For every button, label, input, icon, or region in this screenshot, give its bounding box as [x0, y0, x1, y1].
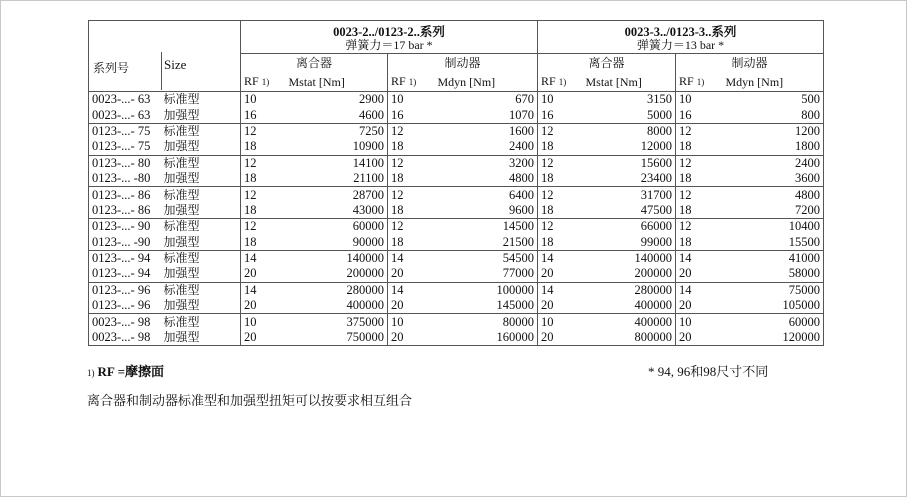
table-row — [89, 219, 824, 235]
cell-mdyn1: 1070 — [430, 107, 538, 123]
cell-rf3: 18 — [541, 171, 554, 186]
cell-mstat1: 10900 — [283, 139, 388, 155]
cell-mdyn1: 14500 — [430, 219, 538, 235]
size-note: * 94, 96和98尺寸不同 — [648, 364, 769, 379]
cell-rf2: 14 — [388, 250, 430, 266]
cell-rf4: 20 — [679, 266, 692, 281]
cell-mdyn1: 6400 — [430, 187, 538, 203]
cell-mdyn2: 15500 — [718, 235, 824, 251]
cell-rf3: 16 — [541, 107, 554, 122]
col-mstat-2: Mstat [Nm] — [580, 74, 676, 92]
cell-rf2: 16 — [391, 107, 404, 122]
rf-label: RF — [541, 74, 556, 89]
cell-series: 0123-... -90 — [89, 235, 161, 251]
cell-rf3: 18 — [541, 234, 554, 249]
cell-rf3: 20 — [541, 298, 554, 313]
cell-rf1: 18 — [244, 139, 257, 154]
cell-rf4: 18 — [679, 139, 692, 154]
cell-rf4: 14 — [676, 250, 718, 266]
cell-mdyn2: 10400 — [718, 219, 824, 235]
cell-rf4: 14 — [676, 282, 718, 298]
footnote — [87, 361, 164, 380]
cell-mstat2: 400000 — [580, 298, 676, 314]
cell-mstat2: 5000 — [580, 107, 676, 123]
rf-sup: 1) — [696, 77, 705, 88]
group2-brake-label: 制动器 — [676, 54, 824, 74]
cell-rf4: 12 — [676, 123, 718, 139]
cell-mstat1: 43000 — [283, 203, 388, 219]
rf-label: RF — [244, 74, 259, 89]
rf-label: RF — [391, 74, 406, 89]
cell-rf1: 20 — [241, 330, 283, 346]
cell-mdyn2: 1800 — [718, 139, 824, 155]
group2-header — [538, 21, 824, 54]
cell-mstat1: 4600 — [283, 107, 388, 123]
cell-mdyn2: 4800 — [718, 187, 824, 203]
combination-note: 离合器和制动器标准型和加强型扭矩可以按要求相互组合 — [87, 394, 413, 409]
cell-type: 加强型 — [161, 235, 241, 251]
table-row — [89, 266, 824, 282]
cell-mdyn1: 145000 — [430, 298, 538, 314]
cell-mstat1: 14100 — [283, 155, 388, 171]
cell-rf3: 12 — [538, 187, 580, 203]
cell-mdyn1: 160000 — [430, 330, 538, 346]
cell-rf1: 20 — [244, 266, 257, 281]
series-no-label: 系列号 — [93, 61, 130, 75]
cell-mdyn2: 75000 — [718, 282, 824, 298]
cell-rf4: 18 — [679, 234, 692, 249]
table-row — [89, 139, 824, 155]
table-row — [89, 187, 824, 203]
cell-mstat2: 47500 — [580, 203, 676, 219]
col-mstat-1: Mstat [Nm] — [283, 74, 388, 92]
cell-mstat2: 12000 — [580, 139, 676, 155]
cell-type: 加强型 — [161, 139, 241, 155]
cell-type: 标准型 — [161, 92, 241, 108]
cell-rf2: 18 — [391, 139, 404, 154]
cell-rf4: 20 — [679, 298, 692, 313]
cell-rf1: 12 — [241, 219, 283, 235]
cell-rf4: 18 — [679, 171, 692, 186]
cell-rf4: 12 — [676, 219, 718, 235]
cell-rf3: 20 — [541, 266, 554, 281]
cell-rf2: 20 — [391, 266, 404, 281]
table-row — [89, 330, 824, 346]
group1-brake-label: 制动器 — [388, 54, 538, 74]
cell-mdyn1: 80000 — [430, 314, 538, 330]
table-row — [89, 171, 824, 187]
group1-title: 0023-2../0123-2..系列 — [333, 24, 445, 39]
table-row — [89, 250, 824, 266]
cell-type: 标准型 — [161, 282, 241, 298]
cell-mdyn1: 77000 — [430, 266, 538, 282]
cell-mstat1: 60000 — [283, 219, 388, 235]
cell-type: 标准型 — [161, 314, 241, 330]
group2-title: 0023-3../0123-3..系列 — [624, 24, 737, 39]
col-rf-4 — [676, 74, 718, 92]
cell-mdyn1: 21500 — [430, 235, 538, 251]
group1-spring: 弹簧力＝17 bar * — [345, 37, 433, 52]
cell-rf2: 18 — [391, 234, 404, 249]
cell-type: 加强型 — [161, 203, 241, 219]
series-size-divider — [161, 52, 162, 90]
cell-type: 加强型 — [161, 171, 241, 187]
table-row — [89, 235, 824, 251]
cell-series: 0123-...- 75 — [89, 139, 161, 155]
cell-mdyn2: 1200 — [718, 123, 824, 139]
cell-mdyn1: 4800 — [430, 171, 538, 187]
cell-mstat2: 8000 — [580, 123, 676, 139]
col-mdyn-1: Mdyn [Nm] — [430, 74, 538, 92]
cell-mstat2: 23400 — [580, 171, 676, 187]
size-label: Size — [164, 57, 187, 72]
cell-mdyn1: 100000 — [430, 282, 538, 298]
rf-sup: 1) — [261, 77, 270, 88]
cell-rf4: 20 — [676, 330, 718, 346]
cell-mstat1: 400000 — [283, 298, 388, 314]
table-header — [89, 21, 824, 92]
cell-mdyn2: 41000 — [718, 250, 824, 266]
cell-rf2: 10 — [388, 314, 430, 330]
cell-rf4: 16 — [679, 107, 692, 122]
cell-mdyn2: 7200 — [718, 203, 824, 219]
cell-mstat1: 375000 — [283, 314, 388, 330]
cell-rf1: 14 — [241, 282, 283, 298]
cell-series: 0123-...- 90 — [89, 219, 161, 235]
col-rf-2 — [388, 74, 430, 92]
cell-series: 0123-...- 96 — [89, 298, 161, 314]
cell-mdyn2: 2400 — [718, 155, 824, 171]
table-row — [89, 314, 824, 330]
cell-rf1: 12 — [241, 155, 283, 171]
cell-rf2: 12 — [388, 155, 430, 171]
rf-label: RF — [679, 74, 694, 89]
cell-type: 标准型 — [161, 250, 241, 266]
cell-rf1: 18 — [244, 234, 257, 249]
table-row — [89, 123, 824, 139]
cell-type: 加强型 — [161, 298, 241, 314]
cell-type: 标准型 — [161, 155, 241, 171]
cell-type: 加强型 — [161, 330, 241, 346]
cell-mstat2: 31700 — [580, 187, 676, 203]
cell-mdyn1: 2400 — [430, 139, 538, 155]
cell-mstat1: 90000 — [283, 235, 388, 251]
cell-rf3: 18 — [541, 202, 554, 217]
cell-mdyn2: 105000 — [718, 298, 824, 314]
cell-mdyn1: 1600 — [430, 123, 538, 139]
table-body — [89, 92, 824, 346]
cell-mstat2: 3150 — [580, 92, 676, 108]
cell-series: 0023-...- 63 — [89, 92, 161, 108]
cell-rf3: 10 — [538, 314, 580, 330]
group1-clutch-label: 离合器 — [241, 54, 388, 74]
cell-rf1: 16 — [244, 107, 257, 122]
cell-mdyn1: 54500 — [430, 250, 538, 266]
cell-rf1: 10 — [241, 92, 283, 108]
table-row — [89, 155, 824, 171]
table-row — [89, 282, 824, 298]
cell-rf3: 12 — [538, 155, 580, 171]
series-size-header-cell — [89, 21, 241, 92]
cell-rf1: 18 — [244, 171, 257, 186]
cell-mstat2: 140000 — [580, 250, 676, 266]
cell-mdyn2: 800 — [718, 107, 824, 123]
cell-rf2: 12 — [388, 187, 430, 203]
cell-mstat1: 140000 — [283, 250, 388, 266]
cell-mstat2: 99000 — [580, 235, 676, 251]
cell-mdyn1: 3200 — [430, 155, 538, 171]
torque-table — [88, 20, 824, 346]
cell-mdyn1: 670 — [430, 92, 538, 108]
cell-mstat1: 7250 — [283, 123, 388, 139]
cell-rf2: 18 — [391, 171, 404, 186]
table-row — [89, 107, 824, 123]
cell-rf2: 18 — [391, 202, 404, 217]
cell-mstat2: 15600 — [580, 155, 676, 171]
cell-series: 0123-... -80 — [89, 171, 161, 187]
cell-series: 0023-...- 98 — [89, 330, 161, 346]
cell-rf2: 12 — [388, 123, 430, 139]
cell-rf4: 10 — [676, 314, 718, 330]
cell-mstat1: 200000 — [283, 266, 388, 282]
cell-rf2: 14 — [388, 282, 430, 298]
cell-series: 0023-...- 98 — [89, 314, 161, 330]
cell-series: 0023-...- 63 — [89, 107, 161, 123]
cell-mstat1: 28700 — [283, 187, 388, 203]
cell-rf1: 14 — [241, 250, 283, 266]
footnote-marker: 1) — [87, 368, 95, 378]
group1-header — [241, 21, 538, 54]
cell-rf3: 18 — [541, 139, 554, 154]
cell-rf3: 12 — [538, 123, 580, 139]
cell-mstat2: 800000 — [580, 330, 676, 346]
cell-mdyn1: 9600 — [430, 203, 538, 219]
cell-type: 加强型 — [161, 107, 241, 123]
cell-rf4: 12 — [676, 155, 718, 171]
cell-mstat2: 200000 — [580, 266, 676, 282]
cell-rf2: 20 — [388, 330, 430, 346]
cell-series: 0123-...- 94 — [89, 266, 161, 282]
cell-rf1: 12 — [241, 123, 283, 139]
table-row — [89, 298, 824, 314]
cell-rf1: 20 — [244, 298, 257, 313]
cell-series: 0123-...- 96 — [89, 282, 161, 298]
cell-type: 加强型 — [161, 266, 241, 282]
cell-mdyn2: 3600 — [718, 171, 824, 187]
cell-mstat2: 66000 — [580, 219, 676, 235]
cell-mstat1: 280000 — [283, 282, 388, 298]
cell-series: 0123-...- 86 — [89, 187, 161, 203]
cell-rf1: 12 — [241, 187, 283, 203]
cell-series: 0123-...- 94 — [89, 250, 161, 266]
cell-rf2: 20 — [391, 298, 404, 313]
col-rf-1 — [241, 74, 283, 92]
cell-series: 0123-...- 80 — [89, 155, 161, 171]
cell-rf3: 14 — [538, 282, 580, 298]
cell-rf1: 18 — [244, 202, 257, 217]
cell-mdyn2: 58000 — [718, 266, 824, 282]
cell-rf4: 12 — [676, 187, 718, 203]
cell-series: 0123-...- 86 — [89, 203, 161, 219]
cell-rf3: 10 — [538, 92, 580, 108]
cell-mdyn2: 120000 — [718, 330, 824, 346]
table-row — [89, 92, 824, 108]
cell-rf4: 18 — [679, 202, 692, 217]
cell-rf3: 12 — [538, 219, 580, 235]
footnote-text: RF =摩擦面 — [97, 364, 165, 379]
rf-sup: 1) — [408, 77, 417, 88]
cell-rf2: 10 — [388, 92, 430, 108]
cell-mstat1: 750000 — [283, 330, 388, 346]
cell-mstat1: 21100 — [283, 171, 388, 187]
cell-rf2: 12 — [388, 219, 430, 235]
cell-mstat1: 2900 — [283, 92, 388, 108]
table-row — [89, 203, 824, 219]
cell-type: 标准型 — [161, 219, 241, 235]
cell-rf4: 10 — [676, 92, 718, 108]
col-rf-3 — [538, 74, 580, 92]
cell-mdyn2: 60000 — [718, 314, 824, 330]
group2-spring: 弹簧力＝13 bar * — [636, 37, 725, 52]
col-mdyn-2: Mdyn [Nm] — [718, 74, 824, 92]
cell-rf3: 20 — [538, 330, 580, 346]
rf-sup: 1) — [558, 77, 567, 88]
cell-type: 标准型 — [161, 187, 241, 203]
cell-mstat2: 280000 — [580, 282, 676, 298]
cell-type: 标准型 — [161, 123, 241, 139]
cell-mstat2: 400000 — [580, 314, 676, 330]
cell-series: 0123-...- 75 — [89, 123, 161, 139]
group2-clutch-label: 离合器 — [538, 54, 676, 74]
cell-rf3: 14 — [538, 250, 580, 266]
cell-rf1: 10 — [241, 314, 283, 330]
cell-mdyn2: 500 — [718, 92, 824, 108]
